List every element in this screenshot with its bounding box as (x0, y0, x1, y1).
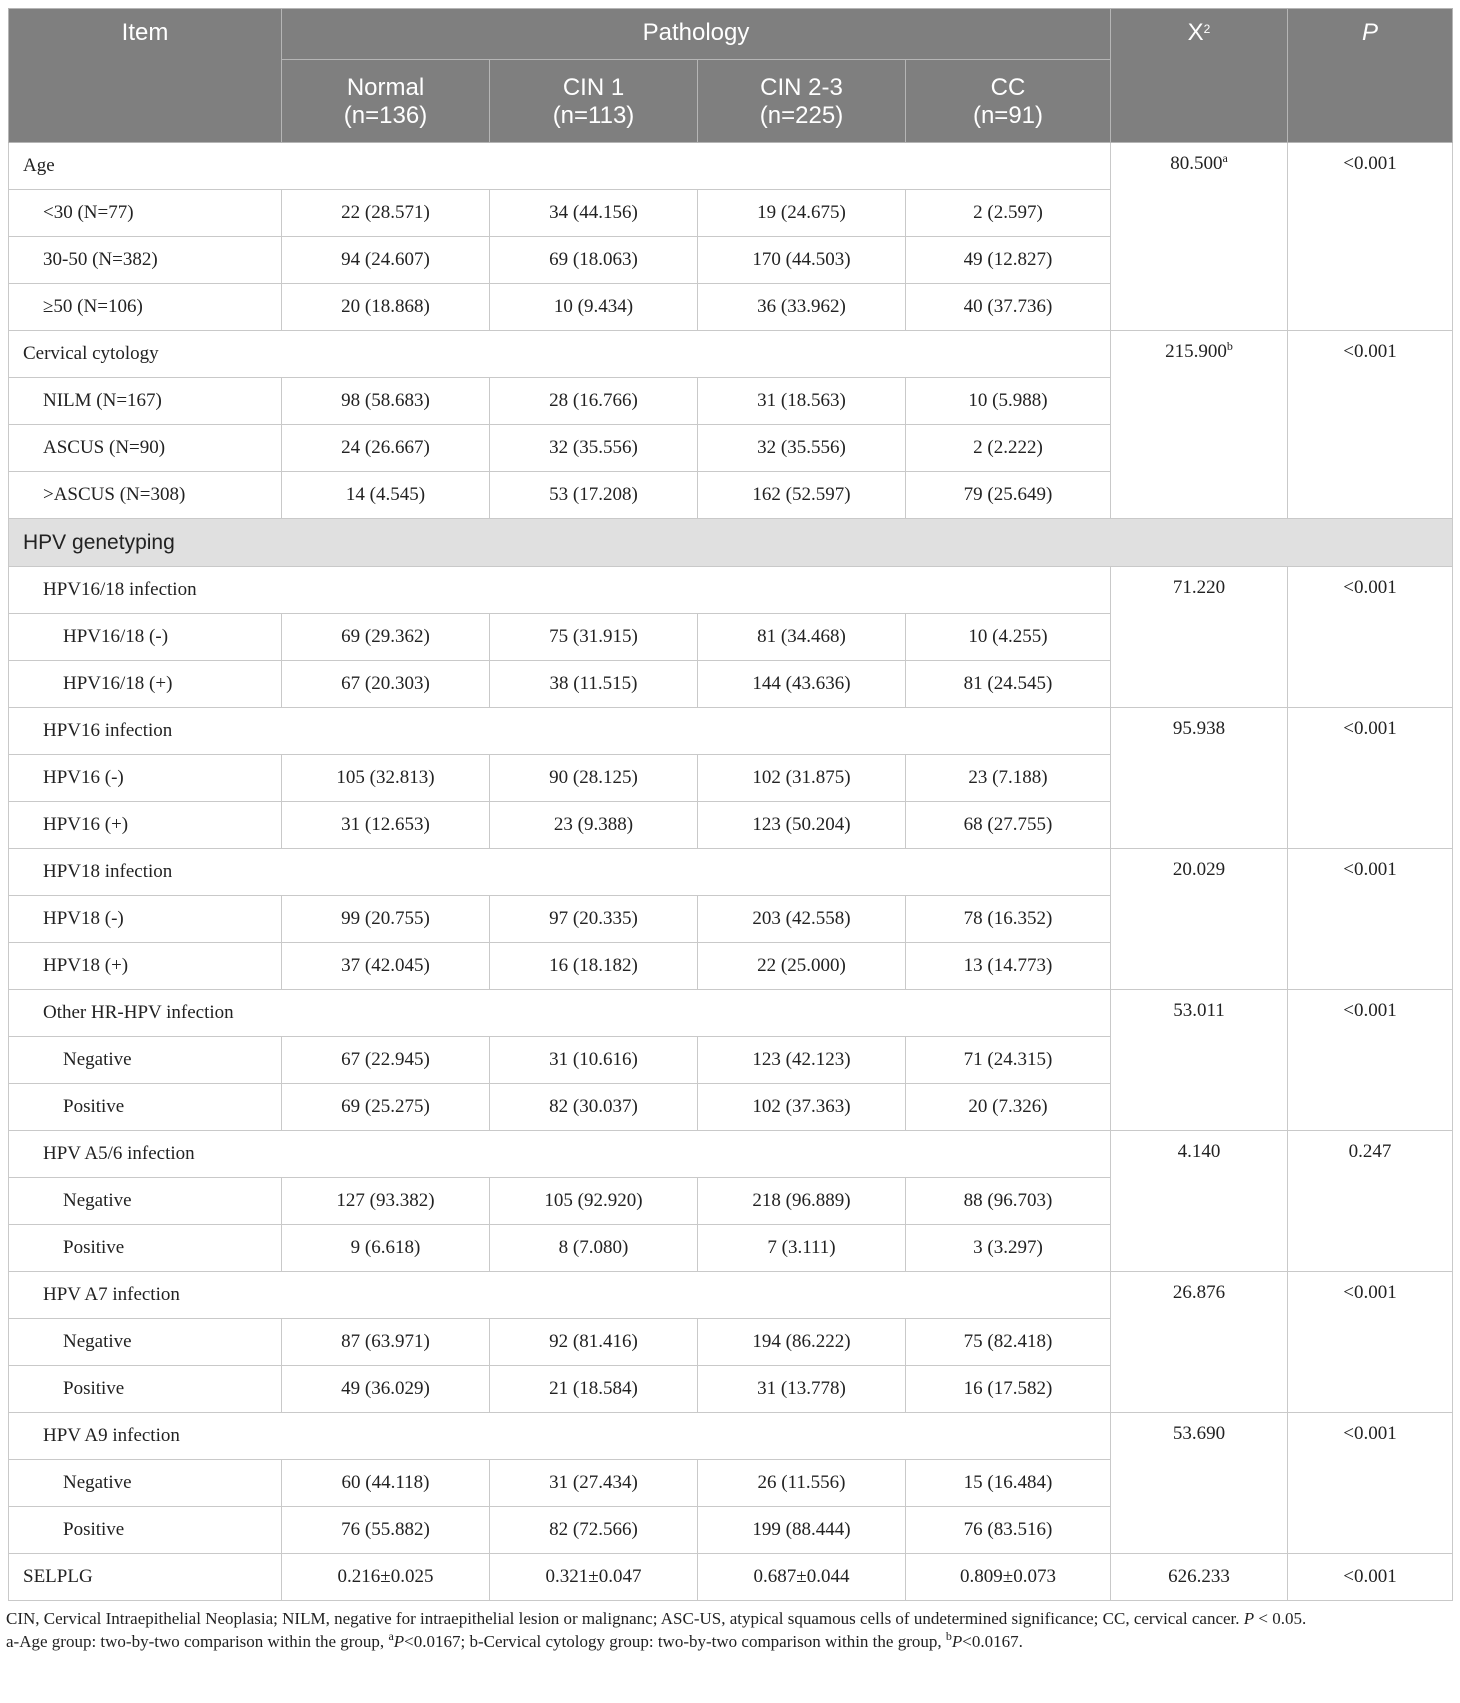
cell-value: 162 (52.597) (698, 472, 906, 519)
chi-square-value (1111, 849, 1288, 990)
cell-value: 75 (31.915) (490, 614, 698, 661)
group-row (9, 990, 1453, 1037)
cell-value: 67 (22.945) (282, 1037, 490, 1084)
chi-square-superscript: b (1226, 339, 1233, 353)
cell-value: 82 (72.566) (490, 1507, 698, 1554)
cell-value: 87 (63.971) (282, 1319, 490, 1366)
header-group-1 (490, 60, 698, 143)
cell-value: 144 (43.636) (698, 661, 906, 708)
table-figure (8, 8, 1452, 1653)
row-label: HPV18 (+) (9, 943, 282, 990)
row-label: Negative (9, 1178, 282, 1225)
section-row (9, 519, 1453, 567)
group-label: Age (9, 143, 1111, 190)
p-value: <0.001 (1288, 849, 1453, 990)
cell-value: 76 (83.516) (906, 1507, 1111, 1554)
cell-value: 10 (9.434) (490, 284, 698, 331)
group-count: (n=225) (759, 102, 844, 129)
cell-value: 170 (44.503) (698, 237, 906, 284)
header-chi-square: $X^2$ (1111, 9, 1288, 143)
row-label: Negative (9, 1037, 282, 1084)
cell-value: 31 (18.563) (698, 378, 906, 425)
p-value: <0.001 (1288, 567, 1453, 708)
cell-value: 0.216±0.025 (282, 1554, 490, 1601)
cell-value: 13 (14.773) (906, 943, 1111, 990)
cell-value: 31 (10.616) (490, 1037, 698, 1084)
cell-value: 28 (16.766) (490, 378, 698, 425)
group-count: (n=91) (972, 102, 1044, 129)
cell-value: 49 (12.827) (906, 237, 1111, 284)
row-label: Negative (9, 1460, 282, 1507)
cell-value: 79 (25.649) (906, 472, 1111, 519)
cell-value: 123 (42.123) (698, 1037, 906, 1084)
group-row (9, 1272, 1453, 1319)
header-item: Item (9, 9, 282, 143)
chi-square-number: 4.140 (1177, 1141, 1221, 1162)
group-row (9, 143, 1453, 190)
row-label: HPV18 (-) (9, 896, 282, 943)
cell-value: 16 (17.582) (906, 1366, 1111, 1413)
chi-square-value (1111, 990, 1288, 1131)
p-value: <0.001 (1288, 990, 1453, 1131)
chi-square-value (1111, 331, 1288, 519)
header-pathology: Pathology (282, 9, 1111, 60)
p-value: <0.001 (1288, 708, 1453, 849)
p-value: 0.247 (1288, 1131, 1453, 1272)
cell-value: 23 (9.388) (490, 802, 698, 849)
chi-square-number: 71.220 (1172, 577, 1226, 598)
row-label: <30 (N=77) (9, 190, 282, 237)
p-value: <0.001 (1288, 1272, 1453, 1413)
cell-value: 16 (18.182) (490, 943, 698, 990)
chi-square-number: 53.011 (1173, 1000, 1225, 1021)
cell-value: 90 (28.125) (490, 755, 698, 802)
cell-value: 9 (6.618) (282, 1225, 490, 1272)
row-label: Positive (9, 1225, 282, 1272)
row-label: HPV16 (-) (9, 755, 282, 802)
cell-value: 218 (96.889) (698, 1178, 906, 1225)
group-label: HPV16 infection (9, 708, 1111, 755)
cell-value: 37 (42.045) (282, 943, 490, 990)
row-label: ≥50 (N=106) (9, 284, 282, 331)
cell-value: 97 (20.335) (490, 896, 698, 943)
cell-value: 8 (7.080) (490, 1225, 698, 1272)
cell-value: 92 (81.416) (490, 1319, 698, 1366)
chi-square-value (1111, 143, 1288, 331)
header-group-0 (282, 60, 490, 143)
cell-value: 78 (16.352) (906, 896, 1111, 943)
row-label: Positive (9, 1366, 282, 1413)
cell-value: 19 (24.675) (698, 190, 906, 237)
cell-value: 40 (37.736) (906, 284, 1111, 331)
cell-value: 38 (11.515) (490, 661, 698, 708)
cell-value: 75 (82.418) (906, 1319, 1111, 1366)
row-label: 30-50 (N=382) (9, 237, 282, 284)
chi-square-number: 26.876 (1172, 1282, 1226, 1303)
group-label: HPV A5/6 infection (9, 1131, 1111, 1178)
cell-value: 10 (5.988) (906, 378, 1111, 425)
p-value: <0.001 (1288, 1554, 1453, 1601)
cell-value: 69 (29.362) (282, 614, 490, 661)
group-label: Cervical cytology (9, 331, 1111, 378)
cell-value: 60 (44.118) (282, 1460, 490, 1507)
group-row (9, 567, 1453, 614)
group-label: HPV18 infection (9, 849, 1111, 896)
cell-value: 98 (58.683) (282, 378, 490, 425)
cell-value: 31 (12.653) (282, 802, 490, 849)
cell-value: 69 (25.275) (282, 1084, 490, 1131)
cell-value: 3 (3.297) (906, 1225, 1111, 1272)
group-label: HPV A7 infection (9, 1272, 1111, 1319)
chi-square-value (1111, 1413, 1288, 1554)
header-group-3 (906, 60, 1111, 143)
cell-value: 34 (44.156) (490, 190, 698, 237)
cell-value: 15 (16.484) (906, 1460, 1111, 1507)
cell-value: 123 (50.204) (698, 802, 906, 849)
data-table (8, 8, 1453, 1601)
cell-value: 69 (18.063) (490, 237, 698, 284)
cell-value: 32 (35.556) (490, 425, 698, 472)
group-count: (n=113) (552, 102, 635, 129)
p-value: <0.001 (1288, 1413, 1453, 1554)
cell-value: 102 (37.363) (698, 1084, 906, 1131)
cell-value: 31 (27.434) (490, 1460, 698, 1507)
group-row (9, 331, 1453, 378)
cell-value: 102 (31.875) (698, 755, 906, 802)
cell-value: 22 (25.000) (698, 943, 906, 990)
cell-value: 67 (20.303) (282, 661, 490, 708)
cell-value: 81 (34.468) (698, 614, 906, 661)
cell-value: 10 (4.255) (906, 614, 1111, 661)
cell-value: 49 (36.029) (282, 1366, 490, 1413)
footnote-line-2: a-Age group: two-by-two comparison within the group, $^a$P<0.0167; b-Cervical cytology group: two-by-two comparison within the group, $^b$P<0.0167. (6, 1629, 1023, 1651)
chi-square-number: 80.500 (1170, 153, 1223, 174)
chi-square-number: 215.900 (1165, 341, 1227, 362)
p-value: <0.001 (1288, 331, 1453, 519)
row-label: HPV16/18 (-) (9, 614, 282, 661)
group-name: CC (990, 74, 1026, 101)
chi-square-value (1111, 567, 1288, 708)
chi-square-number: 53.690 (1172, 1423, 1226, 1444)
row-label: Positive (9, 1507, 282, 1554)
cell-value: 31 (13.778) (698, 1366, 906, 1413)
group-row (9, 1131, 1453, 1178)
cell-value: 82 (30.037) (490, 1084, 698, 1131)
row-label: HPV16/18 (+) (9, 661, 282, 708)
cell-value: 2 (2.222) (906, 425, 1111, 472)
group-row (9, 708, 1453, 755)
cell-value: 94 (24.607) (282, 237, 490, 284)
row-label: >ASCUS (N=308) (9, 472, 282, 519)
cell-value: 203 (42.558) (698, 896, 906, 943)
cell-value: 105 (32.813) (282, 755, 490, 802)
cell-value: 194 (86.222) (698, 1319, 906, 1366)
cell-value: 199 (88.444) (698, 1507, 906, 1554)
group-count: (n=136) (343, 102, 428, 129)
cell-value: 53 (17.208) (490, 472, 698, 519)
cell-value: 0.687±0.044 (698, 1554, 906, 1601)
group-label: HPV A9 infection (9, 1413, 1111, 1460)
row-label: Negative (9, 1319, 282, 1366)
chi-square-value (1111, 1131, 1288, 1272)
cell-value: 68 (27.755) (906, 802, 1111, 849)
group-label: Other HR-HPV infection (9, 990, 1111, 1037)
group-name: CIN 2-3 (760, 74, 843, 101)
footnote-line-1: CIN, Cervical Intraepithelial Neoplasia; NILM, negative for intraepithelial lesion or malignanc; ASC-US, atypical squamous cells of undetermined significance; CC, cervical cancer. P < 0.05. (6, 1609, 1307, 1628)
cell-value: 14 (4.545) (282, 472, 490, 519)
selplg-row (9, 1554, 1453, 1601)
group-row (9, 1413, 1453, 1460)
chi-square-value: 626.233 (1111, 1554, 1288, 1601)
chi-square-number: 95.938 (1172, 718, 1226, 739)
chi-square-superscript: a (1222, 151, 1228, 165)
row-label: SELPLG (9, 1554, 282, 1601)
table-footnote (6, 1607, 1452, 1653)
group-name: Normal (346, 74, 425, 101)
cell-value: 21 (18.584) (490, 1366, 698, 1413)
chi-square-number: 20.029 (1172, 859, 1226, 880)
cell-value: 26 (11.556) (698, 1460, 906, 1507)
cell-value: 99 (20.755) (282, 896, 490, 943)
cell-value: 7 (3.111) (698, 1225, 906, 1272)
row-label: HPV16 (+) (9, 802, 282, 849)
p-value: <0.001 (1288, 143, 1453, 331)
cell-value: 127 (93.382) (282, 1178, 490, 1225)
chi-square-value (1111, 1272, 1288, 1413)
cell-value: 88 (96.703) (906, 1178, 1111, 1225)
cell-value: 81 (24.545) (906, 661, 1111, 708)
cell-value: 32 (35.556) (698, 425, 906, 472)
cell-value: 36 (33.962) (698, 284, 906, 331)
section-label: HPV genetyping (9, 519, 1453, 567)
row-label: ASCUS (N=90) (9, 425, 282, 472)
cell-value: 0.809±0.073 (906, 1554, 1111, 1601)
group-name: CIN 1 (562, 74, 625, 101)
cell-value: 22 (28.571) (282, 190, 490, 237)
cell-value: 76 (55.882) (282, 1507, 490, 1554)
cell-value: 23 (7.188) (906, 755, 1111, 802)
chi-square-value (1111, 708, 1288, 849)
cell-value: 20 (7.326) (906, 1084, 1111, 1131)
row-label: Positive (9, 1084, 282, 1131)
cell-value: 2 (2.597) (906, 190, 1111, 237)
cell-value: 24 (26.667) (282, 425, 490, 472)
cell-value: 71 (24.315) (906, 1037, 1111, 1084)
header-group-2 (698, 60, 906, 143)
row-label: NILM (N=167) (9, 378, 282, 425)
group-row (9, 849, 1453, 896)
cell-value: 0.321±0.047 (490, 1554, 698, 1601)
group-label: HPV16/18 infection (9, 567, 1111, 614)
cell-value: 105 (92.920) (490, 1178, 698, 1225)
cell-value: 20 (18.868) (282, 284, 490, 331)
header-p-value: P (1288, 9, 1453, 143)
